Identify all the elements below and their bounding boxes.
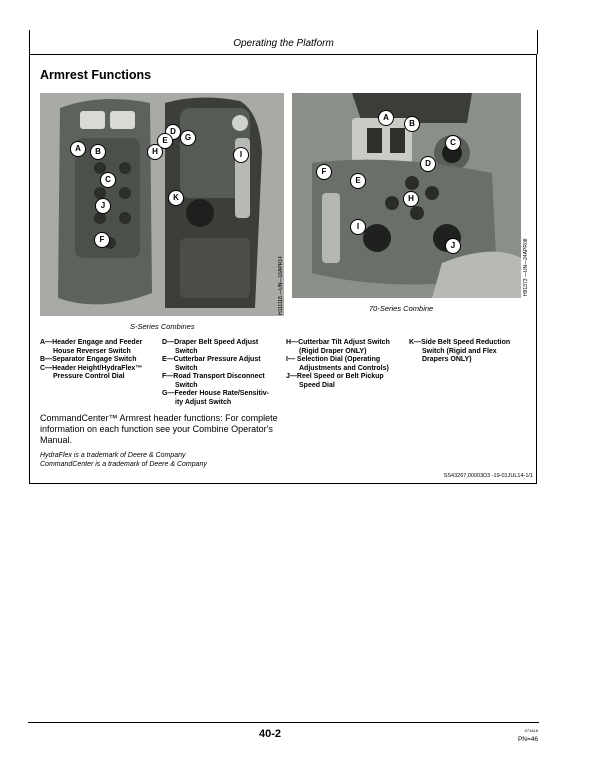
figure-caption-s: S-Series Combines [130, 322, 195, 331]
legend-item-h: H—Cutterbar Tilt Adjust Switch (Rigid Draper ONLY) [286, 339, 390, 355]
callout-j-s: J [95, 198, 111, 214]
callout-h-s: H [147, 144, 163, 160]
s-series-armrest-illustration [40, 93, 284, 316]
legend-item-d: D—Draper Belt Speed Adjust Switch [162, 339, 259, 355]
footer-pn: PN=46 [517, 736, 538, 743]
legend-column-3 [286, 339, 406, 390]
callout-e-s: E [157, 133, 173, 149]
callout-i-s: I [233, 147, 249, 163]
page-number: 40-2 [258, 728, 282, 740]
section-title: Armrest Functions [40, 68, 152, 82]
legend-item-a: A—Header Engage and Feeder House Reverser Switch [40, 339, 143, 355]
footer-rule [28, 722, 539, 723]
trademark-hydraflex: HydraFlex is a trademark of Deere & Company [40, 452, 186, 459]
figure-code-70: H91373 —UN—24APR08 [523, 238, 529, 296]
running-head: Operating the Platform [233, 38, 334, 49]
callout-a-s: A [70, 141, 86, 157]
callout-d-70: D [420, 156, 436, 172]
legend-column-4 [409, 339, 534, 365]
figure-caption-70: 70-Series Combine [369, 304, 434, 313]
frame-line-right [537, 30, 538, 54]
callout-a-70: A [378, 110, 394, 126]
callout-f-s: F [94, 232, 110, 248]
callout-h-70: H [403, 191, 419, 207]
callout-c-70: C [445, 135, 461, 151]
callout-b-70: B [404, 116, 420, 132]
legend-column-2 [162, 339, 282, 407]
callout-k-s: K [168, 190, 184, 206]
figure-code-s: H111118 —UN—16APR14 [278, 256, 284, 315]
callout-i-70: I [350, 219, 366, 235]
document-code: SS43267,00003D3 -19-01JUL14-1/1 [443, 473, 533, 479]
s-series-armrest-photo [40, 93, 284, 316]
legend-item-g: G—Feeder House Rate/Sensitiv- ity Adjust Switch [162, 390, 269, 406]
callout-d-s: D [165, 124, 181, 140]
body-paragraph: CommandCenter™ Armrest header functions: For complete information on each function see your Combine Operator's Manual. [40, 413, 278, 445]
callout-f-70: F [316, 164, 332, 180]
legend-item-k: K—Side Belt Speed Reduction Switch (Rigid and Flex Drapers ONLY) [409, 339, 511, 363]
legend-column-1 [40, 339, 160, 382]
trademark-commandcenter: CommandCenter is a trademark of Deere & Company [40, 461, 207, 468]
callout-b-s: B [90, 144, 106, 160]
legend-item-j: J—Reel Speed or Belt Pickup Speed Dial [286, 373, 384, 389]
legend-item-e: E—Cutterbar Pressure Adjust Switch [162, 356, 261, 372]
callout-g-s: G [180, 130, 196, 146]
legend-item-i: I— Selection Dial (Operating Adjustments and Controls) [286, 356, 389, 372]
legend-item-c: C—Header Height/HydraFlex™ Pressure Control Dial [40, 364, 143, 380]
callout-c-s: C [100, 172, 116, 188]
callout-j-70: J [445, 238, 461, 254]
legend-item-b: B—Separator Engage Switch [40, 356, 137, 363]
callout-e-70: E [350, 173, 366, 189]
legend-item-f: F—Road Transport Disconnect Switch [162, 373, 265, 389]
footer-code: 071618 [524, 728, 538, 733]
